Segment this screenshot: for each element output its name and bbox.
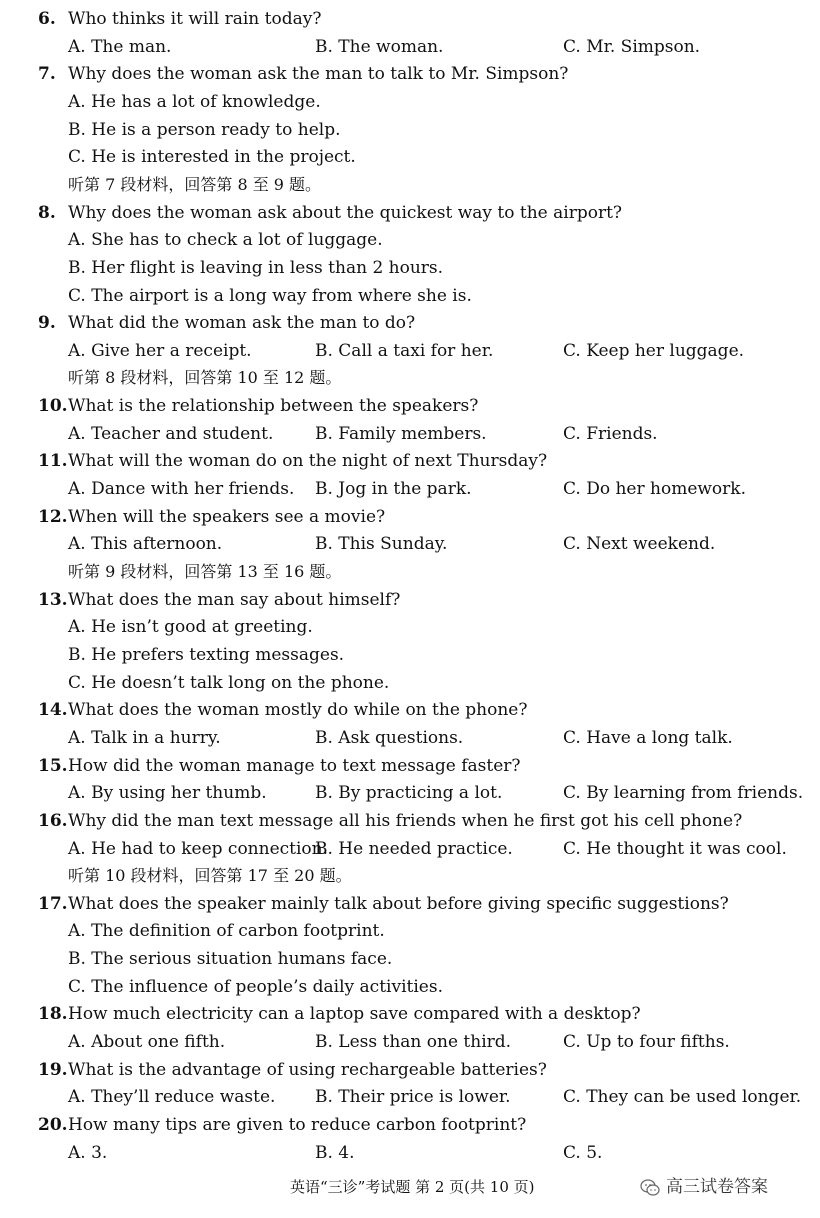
question-number: 16.: [38, 810, 68, 831]
question-number: 18.: [38, 1004, 68, 1025]
option-b: B. Their price is lower.: [315, 1087, 511, 1108]
section-instruction-text: 听第 8 段材料，回答第 10 至 12 题。: [68, 368, 342, 388]
watermark-text: 高三试卷答案: [666, 1177, 768, 1197]
page-footer: [0, 1175, 820, 1199]
option-b: B. Her flight is leaving in less than 2 hours.: [68, 257, 444, 278]
option-c: C. 5.: [563, 1142, 603, 1163]
question-number: 7.: [38, 64, 56, 85]
question-text: How did the woman manage to text message faster?: [68, 755, 521, 776]
option-c: C. Up to four fifths.: [563, 1032, 730, 1053]
question-text: What did the woman ask the man to do?: [68, 313, 416, 334]
question-number: 10.: [38, 396, 68, 417]
question-text: What is the advantage of using rechargeable batteries?: [68, 1059, 547, 1080]
option-c: C. The airport is a long way from where she is.: [68, 285, 472, 306]
option-c: C. Friends.: [563, 423, 658, 444]
option-a: A. Dance with her friends.: [68, 479, 295, 500]
option-a: A. He has a lot of knowledge.: [68, 91, 321, 112]
section-instruction-text: 听第 9 段材料，回答第 13 至 16 题。: [68, 562, 342, 581]
question-text: Why did the man text message all his friends when he first got his cell phone?: [68, 810, 743, 831]
option-c: C. Mr. Simpson.: [563, 36, 701, 57]
question-number: 6.: [38, 9, 56, 29]
question-number: 11.: [38, 451, 68, 472]
option-a: A. By using her thumb.: [68, 783, 267, 804]
option-a: A. They’ll reduce waste.: [68, 1087, 276, 1108]
option-b: B. The woman.: [315, 36, 444, 57]
option-c: C. The influence of people’s daily activities.: [68, 976, 443, 997]
option-b: B. Family members.: [315, 423, 487, 444]
option-a: A. He isn’t good at greeting.: [68, 617, 313, 638]
question-number: 17.: [38, 893, 68, 914]
question-number: 14.: [38, 700, 68, 721]
option-c: C. Keep her luggage.: [563, 340, 745, 361]
option-b: B. Less than one third.: [315, 1032, 512, 1053]
option-b: B. He is a person ready to help.: [68, 119, 341, 140]
question-text: What does the speaker mainly talk about before giving specific suggestions?: [68, 893, 729, 914]
option-a: A. Talk in a hurry.: [68, 727, 221, 748]
option-b: B. Ask questions.: [315, 727, 464, 748]
question-number: 9.: [38, 313, 56, 334]
question-text: When will the speakers see a movie?: [68, 506, 386, 527]
option-a: A. Teacher and student.: [68, 423, 274, 444]
question-text: How much electricity can a laptop save compared with a desktop?: [68, 1004, 641, 1025]
option-b: B. Jog in the park.: [315, 479, 472, 500]
question-number: 19.: [38, 1059, 68, 1080]
option-b: B. 4.: [315, 1142, 355, 1163]
question-number: 8.: [38, 202, 56, 223]
question-text: What is the relationship between the speakers?: [68, 396, 479, 417]
question-text: Who thinks it will rain today?: [68, 9, 322, 29]
section-instruction-text: 听第 7 段材料，回答第 8 至 9 题。: [68, 174, 322, 194]
question-number: 12.: [38, 506, 68, 527]
option-a: A. This afternoon.: [68, 534, 223, 555]
question-number: 13.: [38, 589, 68, 610]
option-a: A. The definition of carbon footprint.: [68, 921, 385, 942]
option-a: A. The man.: [68, 36, 172, 57]
option-c: C. Do her homework.: [563, 479, 746, 500]
option-b: B. He needed practice.: [315, 838, 513, 859]
watermark: [640, 1175, 768, 1199]
option-a: A. She has to check a lot of luggage.: [68, 230, 383, 251]
option-c: C. He thought it was cool.: [563, 838, 787, 859]
question-text: What will the woman do on the night of next Thursday?: [68, 451, 548, 472]
option-b: B. The serious situation humans face.: [68, 949, 393, 970]
option-c: C. He is interested in the project.: [68, 147, 356, 168]
wechat-icon: [640, 1178, 660, 1198]
question-number: 15.: [38, 755, 68, 776]
option-c: C. He doesn’t talk long on the phone.: [68, 672, 390, 693]
question-text: How many tips are given to reduce carbon footprint?: [68, 1115, 527, 1135]
option-a: A. Give her a receipt.: [68, 340, 252, 361]
question-text: Why does the woman ask the man to talk to Mr. Simpson?: [68, 64, 569, 85]
section-instruction-text: 听第 10 段材料，回答第 17 至 20 题。: [68, 866, 352, 886]
question-text: What does the woman mostly do while on the phone?: [68, 700, 528, 721]
footer-page-info: 英语“三诊”考试题 第 2 页(共 10 页): [290, 1178, 535, 1196]
option-c: C. Have a long talk.: [563, 727, 733, 748]
question-number: 20.: [38, 1115, 68, 1135]
option-b: B. He prefers texting messages.: [68, 644, 345, 665]
question-text: What does the man say about himself?: [68, 589, 401, 610]
option-c: C. They can be used longer.: [563, 1087, 802, 1108]
option-b: B. This Sunday.: [315, 534, 448, 555]
option-a: A. About one fifth.: [68, 1032, 226, 1053]
option-b: B. Call a taxi for her.: [315, 340, 494, 361]
question-text: Why does the woman ask about the quickest way to the airport?: [68, 202, 623, 223]
option-b: B. By practicing a lot.: [315, 783, 503, 804]
option-c: C. By learning from friends.: [563, 783, 804, 804]
option-a: A. He had to keep connection.: [68, 838, 329, 859]
option-a: A. 3.: [68, 1142, 108, 1163]
option-c: C. Next weekend.: [563, 534, 716, 555]
